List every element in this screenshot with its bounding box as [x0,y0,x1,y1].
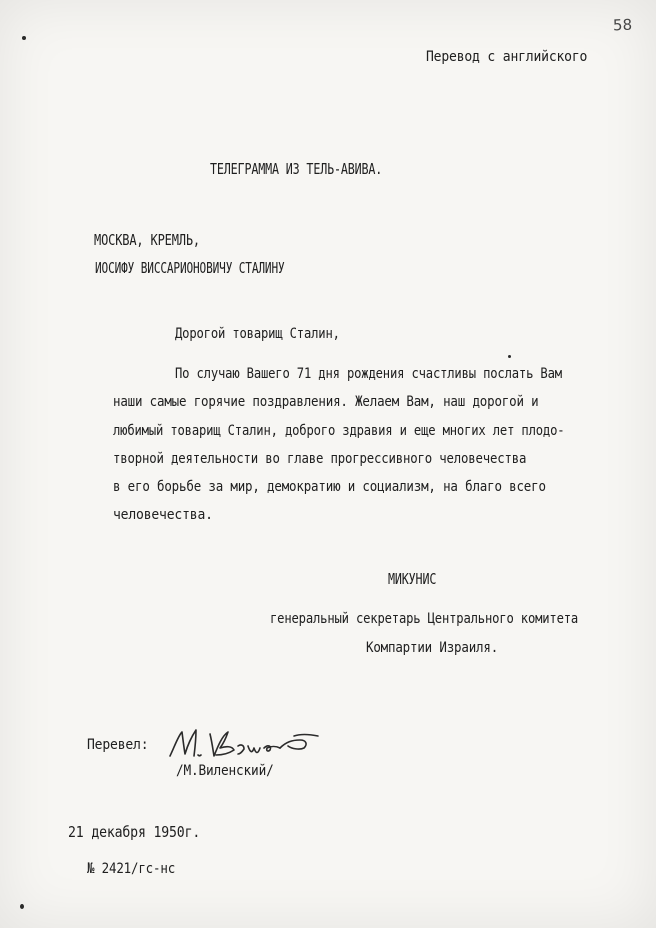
address-line-2-text: ИОСИФУ ВИССАРИОНОВИЧУ СТАЛИНУ [95,259,285,277]
scan-speck [20,904,24,909]
address-line-2 [95,261,351,276]
translation-note-text: Перевод с английского [426,49,588,65]
body-line-text: человечества. [113,507,213,523]
body-line [113,480,616,495]
body-line-text: любимый товарищ Сталин, доброго здравия и еще многих лет плодо- [113,423,565,439]
signature-title-line-2 [366,641,520,656]
scan-speck [22,36,26,40]
salutation-text: Дорогой товарищ Сталин, [175,326,340,342]
page-number: 58 [612,15,633,35]
salutation [175,327,371,342]
handwritten-signature [168,724,322,766]
body-line-text: наши самые горячие поздравления. Желаем Вам, наш дорогой и [113,394,539,410]
body-line-text: в его борьбе за мир, демократию и социализм, на благо всего [113,479,546,495]
translator-label [87,738,155,753]
body-line [113,452,599,467]
address-line-1 [94,233,226,248]
translator-label-text: Перевел: [87,737,149,753]
body-line-text: По случаю Вашего 71 дня рождения счастливы послать Вам [175,366,562,382]
translation-note [426,50,605,65]
body-line [175,367,636,382]
reference-number [87,862,189,877]
body-line [113,395,608,410]
body-line [113,424,650,439]
document-date [68,825,218,840]
body-line [113,508,224,523]
signature-name [388,572,450,587]
scan-speck [508,355,511,358]
signature-name-text: МИКУНИС [388,570,437,588]
translator-name [176,764,287,779]
document-title-text: ТЕЛЕГРАММА ИЗ ТЕЛЬ-АВИВА. [210,160,383,178]
signature-title-line-1 [270,612,637,627]
translator-name-text: /М.Виленский/ [176,763,274,779]
signature-title-line-2-text: Компартии Израиля. [366,640,499,656]
address-line-1-text: МОСКВА, КРЕМЛЬ, [94,231,200,249]
document-date-text: 21 декабря 1950г. [68,823,201,841]
reference-number-text: № 2421/гс-нс [87,861,176,877]
body-line-text: творной деятельности во главе прогрессивного человечества [113,451,527,467]
signature-title-line-1-text: генеральный секретарь Центрального комитета [270,611,579,627]
document-title [210,162,431,177]
